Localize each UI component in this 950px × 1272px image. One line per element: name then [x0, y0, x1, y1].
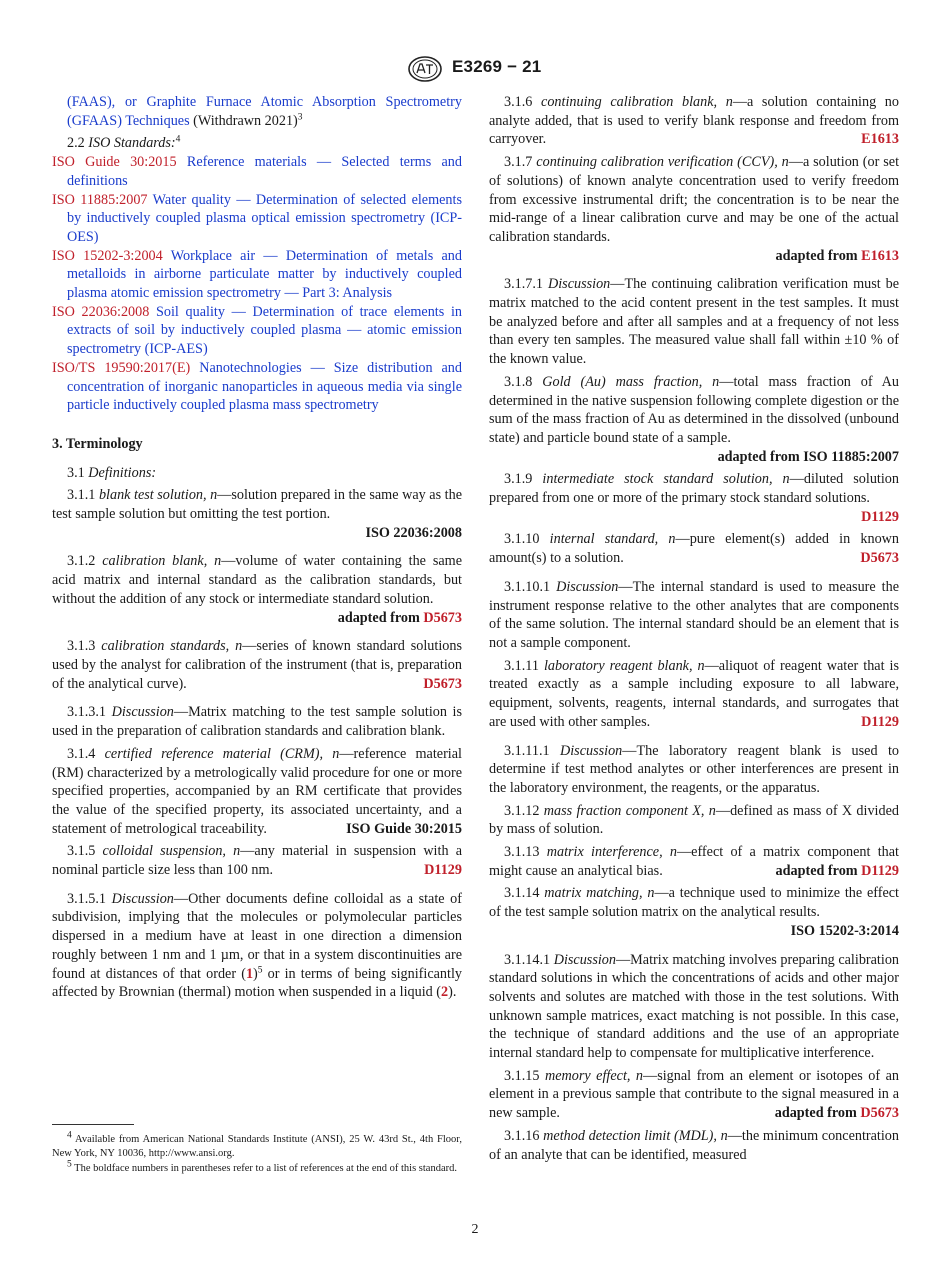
standard-code-link[interactable]: ISO 11885:2007: [52, 191, 148, 208]
source-link[interactable]: E1613: [861, 247, 899, 264]
iso-standard-item: [52, 191, 462, 247]
footnote: $^5$ The boldface numbers in parentheses refer to a list of references at the end of this standard.: [67, 1159, 457, 1174]
footnote-ref[interactable]: 3: [297, 111, 303, 122]
definition-source: ISO 22036:2008: [365, 524, 462, 541]
reference-link[interactable]: 2: [441, 984, 449, 1001]
definition-3-1-2: 3.1.2 calibration blank, n—volume of water containing the same acid matrix and internal standard as the calibration standards, but without the addition of any stock or intermediate standard solution. adapted from D5673: [52, 553, 462, 626]
standard-code-link[interactable]: ISO/TS 19590:2017(E): [52, 359, 191, 376]
discussion-3-1-3-1: 3.1.3.1 Discussion—Matrix matching to the test sample solution is used in the preparation of calibration standards and calibration blank.: [52, 704, 463, 740]
discussion-3-1-11-1: 3.1.11.1 Discussion—The laboratory reagent blank is used to determine if test method analytes or other interferences are present in the laboratory environment, the reagents, or the apparatus.: [489, 742, 899, 796]
referenced-document-continuation: (FAAS), or Graphite Furnace Atomic Absorption Spectrometry (GFAAS) Techniques (Withdrawn 2021)$^3$: [67, 94, 462, 129]
definition-3-1-12: 3.1.12 mass fraction component X, n—defined as mass of X divided by mass of solution.: [489, 802, 899, 838]
source-link[interactable]: D1129: [861, 862, 899, 879]
section-3-1-heading: 3.1 Definitions:: [67, 464, 157, 481]
definition-source: ISO 15202-3:2014: [790, 922, 899, 939]
source-link[interactable]: D1129: [861, 713, 899, 730]
source-link[interactable]: D5673: [423, 609, 462, 626]
section-3-heading: 3. Terminology: [52, 435, 143, 452]
definition-3-1-4: 3.1.4 certified reference material (CRM), n—reference material (RM) characterized by a metrologically valid procedure for one or more specified properties, accompanied by an RM certificate that provides the value of the specified property, its associated uncertainty, and a statement of metrological traceability. ISO Guide 30:2015: [52, 745, 462, 837]
standard-title-link[interactable]: Water quality — Determination of selected elements by inductively coupled plasma optical emission spectrometry (ICP-OES): [67, 191, 462, 245]
discussion-3-1-10-1: 3.1.10.1 Discussion—The internal standard is used to measure the instrument response relative to the other analytes that are components of the same solution. The internal standard should be an element that is not a sample component.: [489, 578, 899, 651]
standard-title-link[interactable]: Workplace air — Determination of metals and metalloids in airborne particulate matter by inductively coupled plasma atomic emission spectrometry — Part 3: Analysis: [67, 247, 462, 302]
section-2-2-heading: 2.2 ISO Standards:$^4$: [67, 134, 181, 152]
definition-3-1-3: 3.1.3 calibration standards, n—series of known standard solutions used by the analyst for calibration of the instrument (that is, preparation of the analytical curve). D5673: [52, 638, 462, 692]
astm-document-link[interactable]: (FAAS), or Graphite Furnace Atomic Absorption Spectrometry (GFAAS) Techniques: [67, 94, 462, 129]
discussion-3-1-7-1: 3.1.7.1 Discussion—The continuing calibration verification must be matrix matched to the acid content present in the test samples. It must be analyzed before and after all samples and at a frequency of not less than every ten samples. The measured value shall fall within ±10 % of the known value.: [489, 276, 900, 368]
source-link[interactable]: D1129: [424, 862, 462, 879]
footnotes: [52, 1124, 462, 1178]
definition-3-1-7: 3.1.7 continuing calibration verification (CCV), n—a solution (or set of solutions) of known analyte concentration used to verify freedom from excessive instrumental drift; the concentration is to be near the mid-range of a linear calibration curve and may be one of the actual calibration standards. adapted from E1613: [489, 154, 900, 264]
right-column: [489, 93, 899, 1164]
standard-title-link[interactable]: Reference materials — Selected terms and definitions: [67, 154, 462, 189]
footnote-ref[interactable]: 4: [175, 134, 181, 145]
footnote-divider: [52, 1124, 134, 1125]
definition-3-1-10: 3.1.10 internal standard, n—pure element(s) added in known amount(s) to a solution. D5673: [489, 531, 899, 567]
definition-3-1-5: 3.1.5 colloidal suspension, n—any material in suspension with a nominal particle size less than 100 nm. D1129: [52, 843, 462, 879]
definition-3-1-8: 3.1.8 Gold (Au) mass fraction, n—total mass fraction of Au determined in the native suspension following complete digestion or the sum of the mass fraction of Au as determined in the dissolved (unbound state) and particle bound state of a sample. adapted from ISO 11885:2007: [489, 373, 899, 465]
standard-code-link[interactable]: ISO 15202-3:2004: [52, 247, 163, 264]
definition-3-1-13: 3.1.13 matrix interference, n—effect of a matrix component that might cause an analytical bias. adapted from D1129: [489, 844, 899, 879]
source-link[interactable]: D5673: [860, 1105, 899, 1122]
discussion-3-1-14-1: 3.1.14.1 Discussion—Matrix matching involves preparing calibration standard solutions in which the concentrations of acids and other major solvents and solutes are matched with those in the test solutions. With unknown sample matrices, exact matching is not possible. In this case, the technique of standard additions and the use of an appropriate internal standard help to compensate for multiplicative interference.: [489, 951, 900, 1062]
definition-source: ISO Guide 30:2015: [346, 820, 462, 837]
reference-link[interactable]: 1: [245, 965, 254, 982]
source-link[interactable]: D5673: [423, 675, 462, 692]
standard-code-link[interactable]: ISO 22036:2008: [52, 303, 150, 320]
iso-standard-item: [52, 359, 462, 415]
standard-code-link[interactable]: ISO Guide 30:2015: [52, 154, 177, 171]
standard-title-link[interactable]: Nanotechnologies — Size distribution and concentration of inorganic nanoparticles in aqueous media via single particle inductively coupled plasma mass spectrometry: [67, 359, 462, 414]
footnote: $^4$ Available from American National Standards Institute (ANSI), 25 W. 43rd St., 4th Floor, New York, NY 10036, http://www.ansi.org.: [52, 1130, 462, 1159]
page-number: 2: [471, 1222, 479, 1237]
footnote-ref[interactable]: 5: [257, 964, 263, 975]
definition-3-1-1: 3.1.1 blank test solution, n—solution prepared in the same way as the test sample solution but omitting the test portion. ISO 22036:2008: [52, 487, 462, 541]
document-designation: E3269 − 21: [452, 57, 542, 76]
definition-3-1-6: 3.1.6 continuing calibration blank, n—a solution containing no analyte added, that is used to verify blank response and freedom from carryover. E1613: [489, 94, 899, 148]
definition-3-1-14: 3.1.14 matrix matching, n—a technique used to minimize the effect of the test sample solution matrix on the analytical results. ISO 15202-3:2014: [489, 885, 900, 939]
definition-source: adapted from ISO 11885:2007: [717, 448, 899, 465]
definition-3-1-11: 3.1.11 laboratory reagent blank, n—aliquot of reagent water that is treated exactly as a sample including exposure to all labware, equipment, solvents, reagents, internal standards, and surrogates that are used with other samples. D1129: [489, 657, 899, 730]
iso-standard-item: [52, 303, 462, 359]
discussion-3-1-5-1: 3.1.5.1 Discussion—Other documents define colloidal as a state of subdivision, implying that the molecules or polymolecular particles dispersed in a medium have at least in one direction a dimension roughly between 1 nm and 1 µm, or that in a system discontinuities are found at distances of that order $(1)^5$ or in terms of being significantly affected by Brownian (thermal) motion when suspended in a liquid (2).: [52, 890, 463, 1001]
definition-3-1-9: 3.1.9 intermediate stock standard solution, n—diluted solution prepared from one or more of the primary stock standard solutions. D1129: [489, 471, 899, 525]
source-link[interactable]: D1129: [861, 508, 899, 525]
definition-3-1-16: 3.1.16 method detection limit (MDL), n—the minimum concentration of an analyte that can be identified, measured: [489, 1127, 899, 1163]
left-column: [52, 93, 462, 1002]
iso-standard-item: [52, 153, 462, 190]
astm-logo-icon: [408, 56, 442, 82]
iso-standard-item: [52, 247, 462, 303]
source-link[interactable]: D5673: [860, 550, 899, 567]
standard-title-link[interactable]: Soil quality — Determination of trace elements in extracts of soil by inductively coupled plasma — atomic emission spectrometry (ICP-AES): [67, 303, 462, 358]
definition-3-1-15: 3.1.15 memory effect, n—signal from an element or isotopes of an element in a previous sample that contribute to the signal measured in a new sample. adapted from D5673: [489, 1067, 900, 1122]
source-link[interactable]: E1613: [861, 131, 899, 148]
page-header: [0, 56, 950, 84]
